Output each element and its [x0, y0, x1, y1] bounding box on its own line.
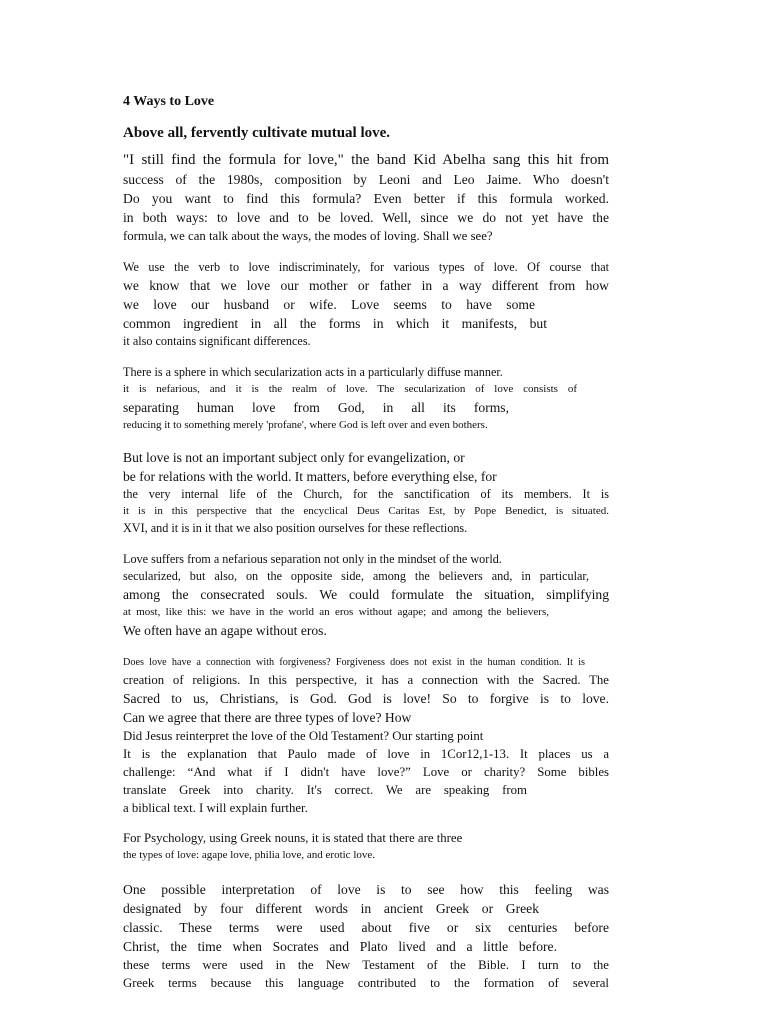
paragraph-line: XVI, and it is in it that we also position ourselves for these reflections.	[123, 521, 468, 535]
paragraph-line: be for relations with the world. It matters, before everything else, for	[123, 469, 497, 484]
paragraph-line: Does love have a connection with forgiveness? Forgiveness does not exist in the human condition. It is	[123, 657, 585, 668]
paragraph-line: at most, like this: we have in the world an eros without agape; and among the believers,	[123, 606, 549, 618]
paragraph-line: among the consecrated souls. We could formulate the situation, simplifying	[123, 587, 609, 602]
paragraph-line: Sacred to us, Christians, is God. God is love! So to forgive is to love.	[123, 691, 609, 706]
paragraph-line: There is a sphere in which secularization acts in a particularly diffuse manner.	[123, 365, 503, 379]
paragraph-line: these terms were used in the New Testament of the Bible. I turn to the	[123, 958, 609, 972]
paragraph-line: Christ, the time when Socrates and Plato lived and a little before.	[123, 939, 557, 954]
paragraph-7	[123, 829, 609, 864]
paragraph-3	[123, 364, 609, 434]
paragraph-line: Greek terms because this language contributed to the formation of several	[123, 976, 609, 990]
paragraph-line: designated by four different words in ancient Greek or Greek	[123, 901, 539, 916]
paragraph-line: "I still find the formula for love," the band Kid Abelha sang this hit from	[123, 152, 609, 168]
document-subtitle: Above all, fervently cultivate mutual love.	[123, 125, 391, 141]
paragraph-2	[123, 259, 609, 350]
paragraph-line: Can we agree that there are three types of love? How	[123, 710, 412, 725]
document-title: 4 Ways to Love	[123, 94, 215, 109]
paragraph-line: challenge: “And what if I didn't have love?” Love or charity? Some bibles	[123, 765, 609, 779]
paragraph-8	[123, 880, 609, 992]
paragraph-line: success of the 1980s, composition by Leoni and Leo Jaime. Who doesn't	[123, 172, 609, 187]
paragraph-line: reducing it to something merely 'profane', where God is left over and even bothers.	[123, 419, 488, 431]
paragraph-line: Did Jesus reinterpret the love of the Old Testament? Our starting point	[123, 729, 484, 743]
paragraph-line: separating human love from God, in all its forms,	[123, 400, 509, 415]
paragraph-line: It is the explanation that Paulo made of love in 1Cor12,1-13. It places us a	[123, 747, 609, 761]
paragraph-6	[123, 654, 609, 817]
paragraph-line: Love suffers from a nefarious separation not only in the mindset of the world.	[123, 552, 502, 566]
paragraph-line: it also contains significant differences.	[123, 334, 311, 348]
paragraph-line: But love is not an important subject only for evangelization, or	[123, 450, 465, 465]
paragraph-line: common ingredient in all the forms in which it manifests, but	[123, 316, 547, 331]
paragraph-line: it is in this perspective that the encyclical Deus Caritas Est, by Pope Benedict, is situated.	[123, 505, 609, 517]
paragraph-line: the types of love: agape love, philia love, and erotic love.	[123, 849, 376, 861]
paragraph-line: we love our husband or wife. Love seems to have some	[123, 297, 535, 312]
paragraph-line: the very internal life of the Church, for the sanctification of its members. It is	[123, 487, 609, 501]
document-page	[123, 92, 609, 1004]
paragraph-5	[123, 551, 609, 640]
paragraph-line: Do you want to find this formula? Even better if this formula worked.	[123, 191, 609, 206]
paragraph-line: in both ways: to love and to be loved. Well, since we do not yet have the	[123, 210, 609, 225]
paragraph-line: We often have an agape without eros.	[123, 623, 327, 638]
paragraph-line: One possible interpretation of love is to see how this feeling was	[123, 882, 609, 897]
paragraph-line: we know that we love our mother or father in a way different from how	[123, 278, 609, 293]
paragraph-4	[123, 448, 609, 537]
paragraph-line: it is nefarious, and it is the realm of love. The secularization of love consists of	[123, 383, 577, 395]
paragraph-line: secularized, but also, on the opposite side, among the believers and, in particular,	[123, 569, 589, 583]
paragraph-line: translate Greek into charity. It's correct. We are speaking from	[123, 783, 527, 797]
paragraph-1	[123, 151, 609, 245]
paragraph-line: For Psychology, using Greek nouns, it is stated that there are three	[123, 831, 463, 845]
paragraph-line: We use the verb to love indiscriminately, for various types of love. Of course that	[123, 260, 609, 274]
paragraph-line: classic. These terms were used about five or six centuries before	[123, 920, 609, 935]
paragraph-line: a biblical text. I will explain further.	[123, 801, 308, 815]
paragraph-line: creation of religions. In this perspective, it has a connection with the Sacred. The	[123, 673, 609, 687]
paragraph-line: formula, we can talk about the ways, the modes of loving. Shall we see?	[123, 229, 493, 243]
